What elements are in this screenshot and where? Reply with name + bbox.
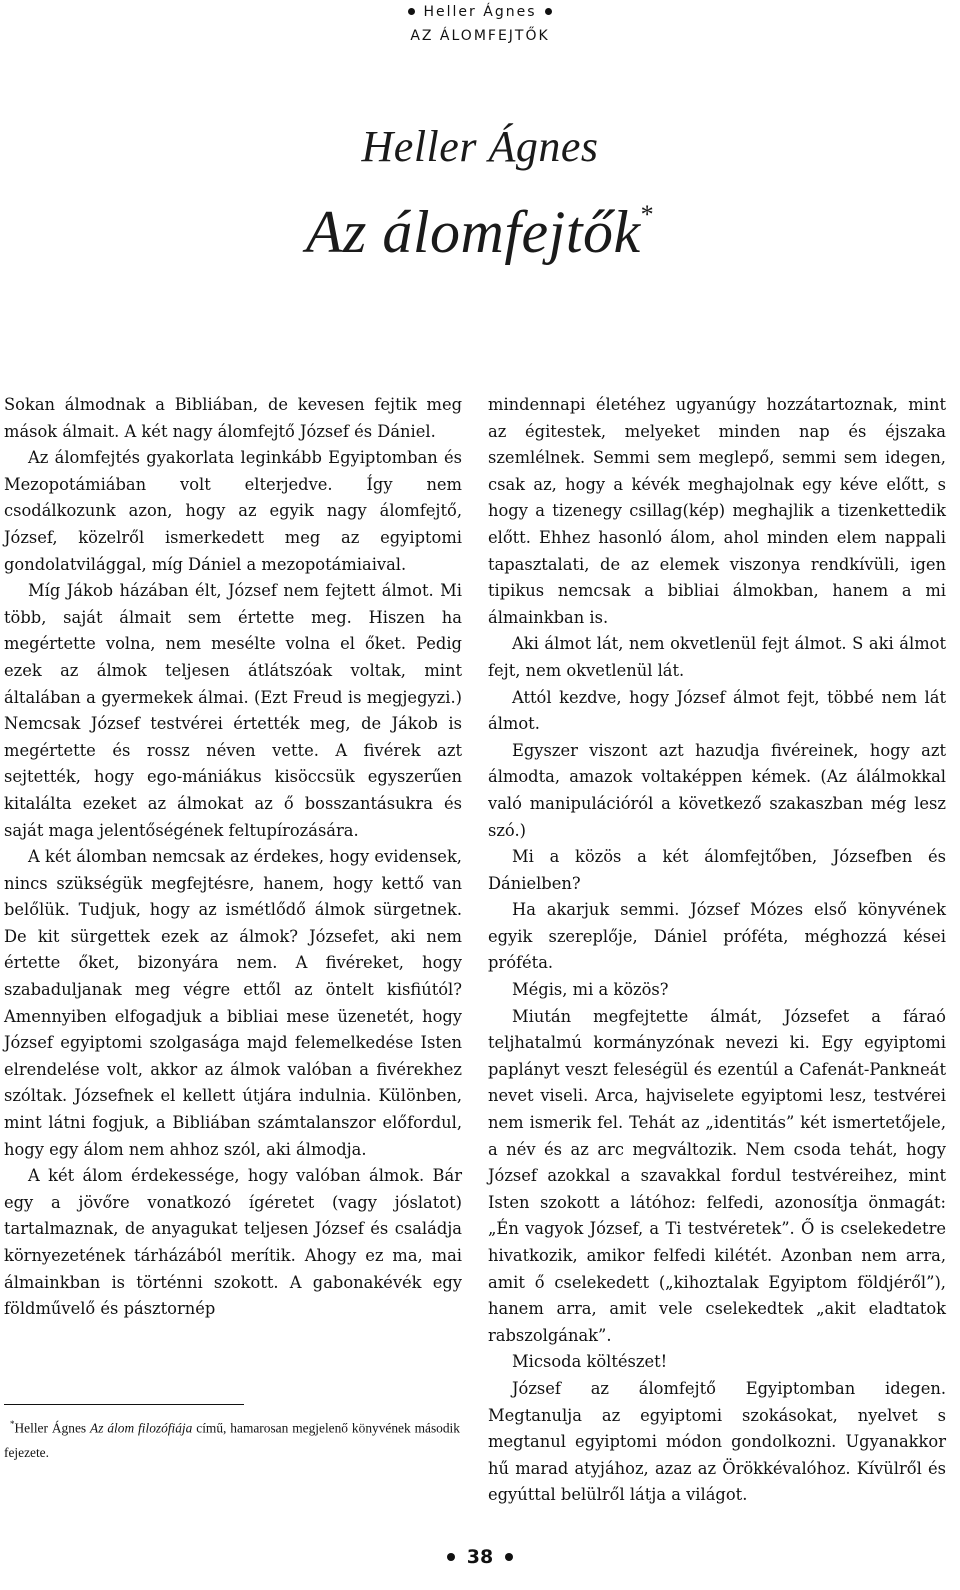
bullet-icon (408, 8, 415, 15)
running-head-author: Heller Ágnes (423, 4, 537, 20)
bullet-icon (545, 8, 552, 15)
paragraph: Egyszer viszont azt hazudja fivéreinek, hogy azt álmodta, amazok voltaképpen kémek. (Az álálmokkal való manipulációról a következő szakaszban még lesz szó.) (488, 740, 946, 840)
bullet-icon (505, 1553, 513, 1561)
running-head-title: AZ ÁLOMFEJTŐK (410, 28, 550, 44)
paragraph: Miután megfejtette álmát, Józsefet a fáraó teljhatalmú kormányzónak nevezi ki. Egy egyiptomi paplányt veszt feleségül és ezentúl a Cafenát-Pankneát nevet viseli. Arca, hajviselete egyiptomi lesz, testvérei nem ismerik fel. Tehát az „identitás” két ismertetőjele, a név és az arc megváltozik. Nem csoda tehát, hogy József azokkal a szavakkal fordul testvéreihez, mint Isten szokott a látóhoz: felfedi, azonosítja önmagát: „Én vagyok József, a Ti testvéretek”. Ő is cselekedetre hivatkozik, amikor felfedi kilétét. Azonban nem arra, amit ő cselekedett („kihoztalak Egyiptom földjéről”), hanem arra, amit vele cselekedtek „akit eladtatok rabszolgának”. (488, 1006, 946, 1345)
paragraph: Az álomfejtés gyakorlata leginkább Egyiptomban és Mezopotámiában volt elterjedve. Így nem csodálkozunk azon, hogy az egyik nagy álomfejtő, József, közelről ismerkedett meg az egyiptomi gondolatvilággal, míg Dániel a mezopotámiaival. (4, 448, 462, 574)
running-head (0, 0, 960, 48)
footnote-rule (4, 1404, 244, 1405)
paragraph: József az álomfejtő Egyiptomban idegen. Megtanulja az egyiptomi szokásokat, nyelvet s megtanul egyiptomi módon gondolkozni. Ugyanakkor hű marad atyjához, azaz az Örökkévalóhoz. Kívülről és egyúttal belülről látja a világot. (488, 1378, 946, 1505)
footnote-marker: * (640, 200, 655, 229)
article-title (0, 182, 960, 273)
footnote-text-after: című, hamarosan megjelenő könyvének második fejezete. (4, 1420, 460, 1461)
paragraph: Aki álmot lát, nem okvetlenül fejt álmot. S aki álmot fejt, nem okvetlenül lát. (488, 634, 946, 680)
paragraph: Sokan álmodnak a Bibliában, de kevesen fejtik meg mások álmait. A két nagy álomfejtő József és Dániel. (4, 395, 462, 441)
footnote-marker: * (10, 1419, 15, 1429)
right-column (488, 392, 946, 1509)
footnote-book-title: Az álom filozófiája (90, 1420, 193, 1436)
article-title-text: Az álomfejtők (305, 199, 641, 265)
left-column (4, 392, 462, 1323)
paragraph: Ha akarjuk semmi. József Mózes első könyvének egyik szereplője, Dániel próféta, méghozzá kései próféta. (488, 900, 946, 973)
article-author: Heller Ágnes (361, 122, 599, 171)
paragraph: Attól kezdve, hogy József álmot fejt, többé nem lát álmot. (488, 687, 946, 734)
paragraph: A két álom érdekessége, hogy valóban álmok. Bár egy a jövőre vonatkozó ígéretet (vagy jóslatot) tartalmaznak, de anyagukat teljesen József és családja környezetének tárházából merítik. Ahogy ez ma, mai álmainkban is történni szokott. A gabonakévék egy földművelő és pásztornép (4, 1166, 462, 1319)
bullet-icon (447, 1553, 455, 1561)
paragraph: Micsoda költészet! (512, 1352, 668, 1372)
page-number-footer (0, 1544, 960, 1570)
paragraph: Mégis, mi a közös? (512, 980, 669, 1000)
paragraph: Míg Jákob házában élt, József nem fejtett álmot. Mi több, saját álmait sem értette meg. Hiszen ha megértette volna, nem mesélte volna el őket. Pedig ezek az álmok teljesen átlátszóak voltak, mint általában a gyermekek álmai. (Ezt Freud is megjegyzi.) Nemcsak József testvérei értették meg, de Jákob is megértette és rossz néven vette. A fivérek azt sejtették, hogy ego-mániákus kisöccsük egyszerűen kitalálta ezeket az álmokat az ő bosszantásukra és saját maga jelentőségének feltupírozására. (4, 581, 462, 840)
footnote-text-before: Heller Ágnes (14, 1420, 91, 1436)
article-title-block (0, 112, 960, 273)
paragraph: A két álomban nemcsak az érdekes, hogy evidensek, nincs szükségük megfejtésre, hanem, hogy kettő van belőlük. Tudjuk, hogy az ismétlődő álmok sürgetnek. De kit sürgettek ezek az álmok? Józsefet, aki nem értette őket, bizonyára nem. A fivéreket, hogy szabaduljanak meg végre ettől az öntelt kisfiútól? Amennyiben elfogadjuk a bibliai mese üzenetét, hogy József egyiptomi szolgasága majd felemelkedése Isten elrendelése volt, akkor az álmok valóban a fivérekhez szóltak. Józsefnek el kellett útjára indulnia. Különben, mint látni fogjuk, a Bibliában számtalanszor előfordul, hogy egy álom nem ahhoz szól, aki álmodja. (4, 847, 462, 1159)
running-head-author-line (0, 0, 960, 24)
paragraph: mindennapi életéhez ugyanúgy hozzátartoznak, mint az égitestek, melyeket minden nap és éjszaka szemlélnek. Semmi sem meglepő, semmi sem idegen, csak az, hogy a kévék meghajolnak egy kéve előtt, s hogy a tizenegy csillag(kép) meghajlik a tizenkettedik előtt. Ehhez hasonló álom, ahol minden elem nappali tapasztalati, de az elemek viszonya rendkívüli, igen tipikus nemcsak a bibliai álmokban, hanem a mi álmainkban is. (488, 395, 946, 627)
paragraph: Mi a közös a két álomfejtőben, Józsefben és Dánielben? (488, 847, 946, 893)
footnote (4, 1412, 460, 1465)
page-number: 38 (466, 1546, 494, 1568)
